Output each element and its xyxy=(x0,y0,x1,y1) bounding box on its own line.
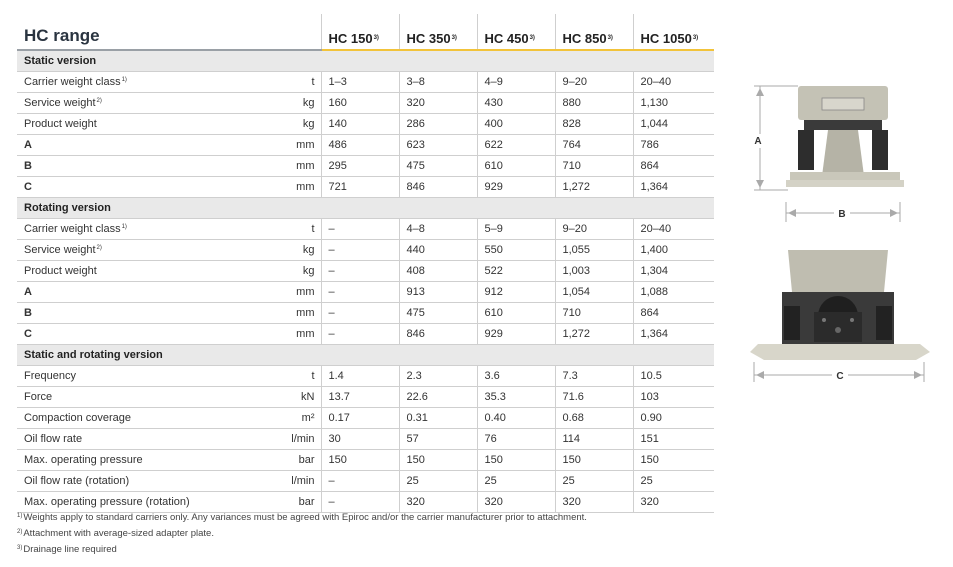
row-value: 1,130 xyxy=(633,93,714,114)
row-value: 1,272 xyxy=(555,177,633,198)
row-value: 13.7 xyxy=(321,387,399,408)
row-value: 286 xyxy=(399,114,477,135)
footnote-text: Attachment with average-sized adapter plate. xyxy=(23,528,214,539)
row-unit: mm xyxy=(277,282,321,303)
row-unit: kg xyxy=(277,240,321,261)
table-header-row xyxy=(17,14,714,50)
row-label: Service weight xyxy=(24,97,96,109)
table-row xyxy=(17,450,714,471)
table-row xyxy=(17,387,714,408)
row-value: 1–3 xyxy=(321,72,399,93)
row-label: Max. operating pressure xyxy=(24,454,143,466)
model-note: 3) xyxy=(451,35,457,41)
footnote-text: Drainage line required xyxy=(23,544,117,555)
model-note: 3) xyxy=(692,35,699,41)
row-value: – xyxy=(321,240,399,261)
model-name: HC 1050 xyxy=(640,31,692,46)
row-value: 320 xyxy=(633,492,714,513)
row-label-cell xyxy=(17,261,277,282)
table-row xyxy=(17,72,714,93)
row-value: 0.90 xyxy=(633,408,714,429)
table-row xyxy=(17,471,714,492)
model-note: 3) xyxy=(373,35,379,41)
table-row xyxy=(17,303,714,324)
row-unit: m² xyxy=(277,408,321,429)
row-value: 4–8 xyxy=(399,219,477,240)
row-value: 295 xyxy=(321,156,399,177)
row-unit: t xyxy=(277,219,321,240)
row-note: 2) xyxy=(96,98,102,104)
row-value: – xyxy=(321,471,399,492)
model-header xyxy=(555,14,633,50)
row-label: Product weight xyxy=(24,118,97,130)
row-label-cell xyxy=(17,177,277,198)
row-value: 7.3 xyxy=(555,366,633,387)
row-value: 912 xyxy=(477,282,555,303)
table-row xyxy=(17,366,714,387)
row-value: 400 xyxy=(477,114,555,135)
table-row xyxy=(17,408,714,429)
table-row xyxy=(17,135,714,156)
table-row xyxy=(17,156,714,177)
table-row xyxy=(17,324,714,345)
row-unit: mm xyxy=(277,324,321,345)
row-label-cell xyxy=(17,471,277,492)
row-label-cell xyxy=(17,450,277,471)
footnote xyxy=(17,509,587,525)
row-value: 1,088 xyxy=(633,282,714,303)
row-value: 1,055 xyxy=(555,240,633,261)
row-label-cell xyxy=(17,114,277,135)
row-value: 25 xyxy=(555,471,633,492)
table-row xyxy=(17,219,714,240)
row-value: 2.3 xyxy=(399,366,477,387)
row-value: – xyxy=(321,282,399,303)
unit-column-header xyxy=(277,14,321,50)
row-value: 1,054 xyxy=(555,282,633,303)
row-value: 20–40 xyxy=(633,219,714,240)
row-value: 1,364 xyxy=(633,177,714,198)
row-label-cell xyxy=(17,72,277,93)
row-label-cell xyxy=(17,429,277,450)
row-value: 320 xyxy=(555,492,633,513)
model-header xyxy=(633,14,714,50)
row-label: Oil flow rate xyxy=(24,433,83,445)
row-note: 1) xyxy=(121,224,127,230)
row-value: 150 xyxy=(399,450,477,471)
row-value: – xyxy=(321,303,399,324)
model-name: HC 350 xyxy=(406,31,451,46)
row-label: Carrier weight class xyxy=(24,76,121,88)
row-unit: kg xyxy=(277,261,321,282)
footnote xyxy=(17,525,587,541)
row-value: 1,400 xyxy=(633,240,714,261)
dimension-b-label: B xyxy=(838,209,846,220)
row-value: 610 xyxy=(477,303,555,324)
section-header-row xyxy=(17,345,714,366)
row-unit: kg xyxy=(277,114,321,135)
row-label: Force xyxy=(24,391,53,403)
model-name: HC 150 xyxy=(328,31,373,46)
model-note: 3) xyxy=(529,35,535,41)
row-label: C xyxy=(24,328,32,340)
row-value: 150 xyxy=(321,450,399,471)
row-value: 0.40 xyxy=(477,408,555,429)
row-value: – xyxy=(321,219,399,240)
row-label-cell xyxy=(17,408,277,429)
row-label: B xyxy=(24,160,32,172)
model-name: HC 450 xyxy=(484,31,529,46)
row-label: Max. operating pressure (rotation) xyxy=(24,496,190,508)
row-value: 475 xyxy=(399,303,477,324)
row-label: Product weight xyxy=(24,265,97,277)
row-value: 114 xyxy=(555,429,633,450)
row-unit: bar xyxy=(277,450,321,471)
row-value: 3–8 xyxy=(399,72,477,93)
row-unit: t xyxy=(277,72,321,93)
model-header xyxy=(321,14,399,50)
row-value: 25 xyxy=(633,471,714,492)
row-unit: mm xyxy=(277,135,321,156)
row-value: 408 xyxy=(399,261,477,282)
model-header xyxy=(477,14,555,50)
row-value: 140 xyxy=(321,114,399,135)
row-value: 929 xyxy=(477,177,555,198)
dimension-a-label: A xyxy=(754,136,762,147)
table-title: HC range xyxy=(17,14,277,50)
footnote xyxy=(17,541,587,557)
row-value: 320 xyxy=(399,93,477,114)
row-unit: mm xyxy=(277,177,321,198)
section-title: Rotating version xyxy=(17,198,714,219)
table-row xyxy=(17,261,714,282)
section-header-row xyxy=(17,50,714,72)
row-value: 71.6 xyxy=(555,387,633,408)
row-value: 710 xyxy=(555,156,633,177)
row-value: 1,304 xyxy=(633,261,714,282)
row-value: 150 xyxy=(555,450,633,471)
row-value: 9–20 xyxy=(555,219,633,240)
row-value: 10.5 xyxy=(633,366,714,387)
row-value: 622 xyxy=(477,135,555,156)
row-note: 1) xyxy=(121,77,127,83)
row-value: 710 xyxy=(555,303,633,324)
row-value: 486 xyxy=(321,135,399,156)
section-header-row xyxy=(17,198,714,219)
row-value: 1.4 xyxy=(321,366,399,387)
table-row xyxy=(17,429,714,450)
row-value: 721 xyxy=(321,177,399,198)
row-value: – xyxy=(321,324,399,345)
model-name: HC 850 xyxy=(562,31,607,46)
row-value: 475 xyxy=(399,156,477,177)
row-value: 150 xyxy=(477,450,555,471)
row-value: 25 xyxy=(477,471,555,492)
row-value: 103 xyxy=(633,387,714,408)
row-label-cell xyxy=(17,156,277,177)
model-note: 3) xyxy=(607,35,613,41)
row-value: 786 xyxy=(633,135,714,156)
footnotes xyxy=(17,509,587,557)
row-value: 3.6 xyxy=(477,366,555,387)
row-value: – xyxy=(321,492,399,513)
row-value: 610 xyxy=(477,156,555,177)
row-note: 2) xyxy=(96,245,102,251)
row-value: 864 xyxy=(633,303,714,324)
row-value: 929 xyxy=(477,324,555,345)
row-value: – xyxy=(321,261,399,282)
row-value: 828 xyxy=(555,114,633,135)
row-value: 1,364 xyxy=(633,324,714,345)
table-row xyxy=(17,177,714,198)
row-label: A xyxy=(24,139,32,151)
row-unit: mm xyxy=(277,303,321,324)
row-value: 150 xyxy=(633,450,714,471)
row-label: Frequency xyxy=(24,370,76,382)
row-value: 0.31 xyxy=(399,408,477,429)
row-value: 864 xyxy=(633,156,714,177)
compactor-diagram xyxy=(740,76,940,386)
row-label-cell xyxy=(17,135,277,156)
row-label-cell xyxy=(17,303,277,324)
row-unit: kg xyxy=(277,93,321,114)
footnote-mark: 1) xyxy=(17,513,23,519)
row-value: 76 xyxy=(477,429,555,450)
row-label: Service weight xyxy=(24,244,96,256)
row-unit: kN xyxy=(277,387,321,408)
spec-table xyxy=(17,14,714,513)
row-value: 20–40 xyxy=(633,72,714,93)
row-value: 522 xyxy=(477,261,555,282)
row-value: 320 xyxy=(477,492,555,513)
rotating-compactor-image xyxy=(750,250,930,382)
row-value: 846 xyxy=(399,177,477,198)
footnote-mark: 2) xyxy=(17,529,23,535)
dimension-c-label: C xyxy=(836,371,844,382)
row-value: 5–9 xyxy=(477,219,555,240)
row-value: 22.6 xyxy=(399,387,477,408)
row-value: 9–20 xyxy=(555,72,633,93)
row-unit: l/min xyxy=(277,429,321,450)
section-title: Static and rotating version xyxy=(17,345,714,366)
row-value: 160 xyxy=(321,93,399,114)
row-value: 913 xyxy=(399,282,477,303)
row-value: 1,272 xyxy=(555,324,633,345)
row-value: 0.68 xyxy=(555,408,633,429)
row-label-cell xyxy=(17,387,277,408)
row-value: 550 xyxy=(477,240,555,261)
row-label: Oil flow rate (rotation) xyxy=(24,475,130,487)
row-value: 25 xyxy=(399,471,477,492)
row-value: 57 xyxy=(399,429,477,450)
row-unit: l/min xyxy=(277,471,321,492)
row-unit: bar xyxy=(277,492,321,513)
row-label: Compaction coverage xyxy=(24,412,132,424)
row-label-cell xyxy=(17,240,277,261)
row-label: B xyxy=(24,307,32,319)
row-value: 764 xyxy=(555,135,633,156)
model-header xyxy=(399,14,477,50)
static-compactor-image xyxy=(750,86,904,222)
row-value: 1,003 xyxy=(555,261,633,282)
table-row xyxy=(17,282,714,303)
row-value: 440 xyxy=(399,240,477,261)
row-value: 4–9 xyxy=(477,72,555,93)
row-label-cell xyxy=(17,282,277,303)
row-value: 1,044 xyxy=(633,114,714,135)
row-value: 430 xyxy=(477,93,555,114)
row-value: 35.3 xyxy=(477,387,555,408)
row-unit: mm xyxy=(277,156,321,177)
row-label-cell xyxy=(17,219,277,240)
row-label-cell xyxy=(17,324,277,345)
row-value: 151 xyxy=(633,429,714,450)
table-row xyxy=(17,114,714,135)
table-row xyxy=(17,93,714,114)
row-value: 0.17 xyxy=(321,408,399,429)
row-label: A xyxy=(24,286,32,298)
row-value: 880 xyxy=(555,93,633,114)
row-value: 623 xyxy=(399,135,477,156)
row-value: 320 xyxy=(399,492,477,513)
row-value: 30 xyxy=(321,429,399,450)
footnote-text: Weights apply to standard carriers only. Any variances must be agreed with Epiroc and/or the carrier manufacturer prior to attachment. xyxy=(23,512,587,523)
row-label: C xyxy=(24,181,32,193)
row-label-cell xyxy=(17,366,277,387)
row-value: 846 xyxy=(399,324,477,345)
row-label-cell xyxy=(17,93,277,114)
footnote-mark: 3) xyxy=(17,545,23,551)
section-title: Static version xyxy=(17,50,714,72)
table-row xyxy=(17,240,714,261)
row-unit: t xyxy=(277,366,321,387)
row-label: Carrier weight class xyxy=(24,223,121,235)
